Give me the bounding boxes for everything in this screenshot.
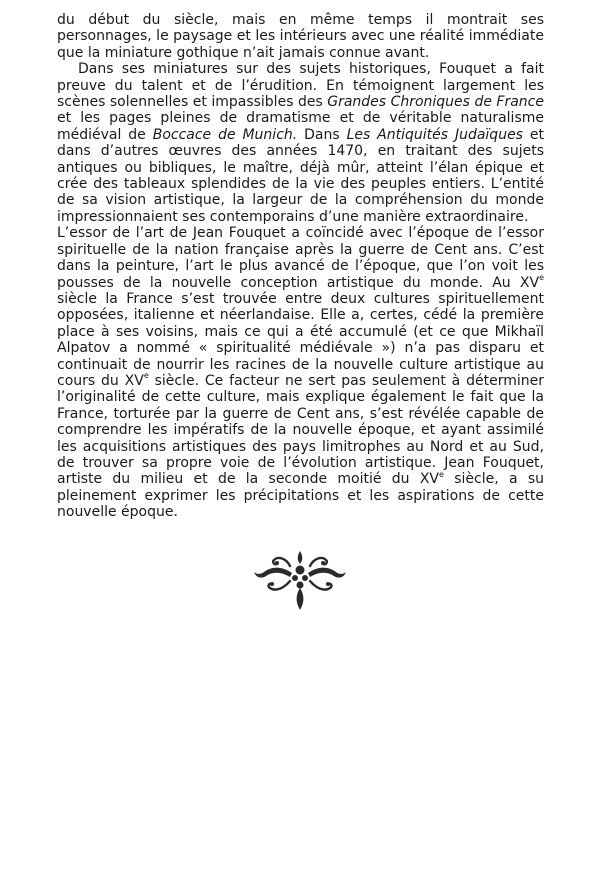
italic-title: Les Antiquités Judaïques — [346, 126, 523, 143]
text-run: Dans — [297, 126, 347, 143]
fleuron-ornament-icon — [252, 548, 348, 612]
text-run: siècle, a su pleinement exprimer les précipitations et les aspirations de cette nouvelle époque. — [57, 471, 544, 521]
paragraph-1 — [57, 12, 544, 61]
superscript: e — [539, 272, 544, 282]
italic-title: Boccace de Munich. — [152, 126, 298, 143]
text-run: et les pages pleines de dramatisme et de véritable naturalisme médiéval de — [57, 110, 544, 143]
text-run: L’essor de l’art de Jean Fouquet a coïncidé avec l’époque de l’essor spirituelle de la nation française après la guerre de Cent ans. C’est dans la peinture, l’art le plus avancé de l’époque, que l’on voit les pousses de la nouvelle conception artistique du monde. Au XV — [57, 225, 544, 291]
superscript: e — [438, 469, 444, 479]
text-run: siècle la France s’est trouvée entre deux cultures spirituellement opposées, italienne et néerlandaise. Elle a, certes, cédé la première place à ses voisins, mais ce qui a été accumulé (et ce que Mikhaïl Alpatov a nommé « spiritualité médiévale ») n’a pas disparu et continuait de nourrir les racines de la nouvelle culture artistique au cours du XV — [57, 290, 544, 389]
italic-title: Grandes Chroniques de France — [327, 94, 544, 111]
text-run: siècle. Ce facteur ne sert pas seulement à déterminer l’originalité de cette culture, mais explique également le fait que la France, torturée par la guerre de Cent ans, s’est révélée capable de comprendre les impératifs de la nouvelle époque, et ayant assimilé les acquisitions artistiques des pays limitrophes au Nord et au Sud, de trouver sa propre voie de l’évolution artistique. Jean Fouquet, artiste du milieu et de la seconde moitié du XV — [57, 372, 544, 488]
text-run: et dans d’autres œuvres des années 1470, en traitant des sujets antiques ou bibliques, le maître, déjà mûr, atteint l’élan épique et crée des tableaux splendides de la vie des peuples entiers. L’entité de sa vision artistique, la largeur de la compréhension du monde impressionnaient ses contemporains d’une manière extraordinaire. — [57, 126, 544, 225]
paragraph-3 — [57, 225, 544, 520]
paragraph-2 — [57, 61, 544, 225]
text-block — [57, 12, 544, 521]
text-run: Dans ses miniatures sur des sujets historiques, Fouquet a fait preuve du talent et de l’érudition. En témoignent largement les scènes solennelles et impassibles des — [57, 61, 544, 111]
text-run: du début du siècle, mais en même temps il montrait ses personnages, le paysage et les intérieurs avec une réalité immédiate que la miniature gothique n’ait jamais connue avant. — [57, 12, 544, 61]
superscript: e — [143, 371, 149, 381]
